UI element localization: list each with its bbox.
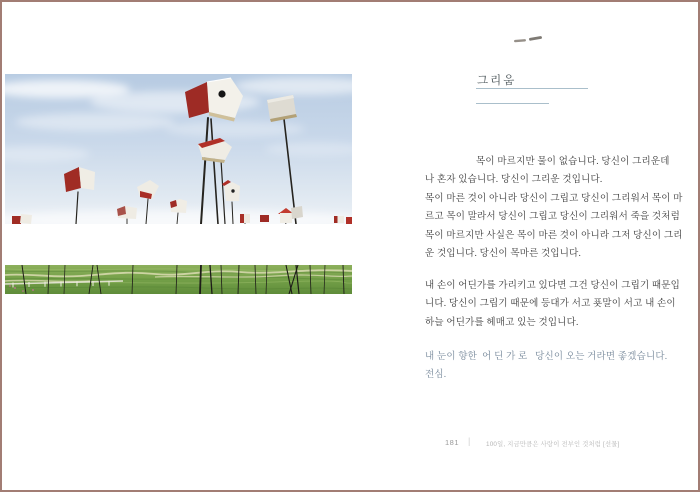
- poem-line: 운 것입니다. 당신이 목마른 것입니다.: [425, 249, 582, 260]
- birdhouse-photo-grass: [5, 265, 352, 294]
- poem-line: 르고 목이 말라서 당신이 그립고 당신이 그리워서 죽을 것처럼: [425, 212, 681, 223]
- footer-separator: |: [468, 436, 471, 446]
- page-number: 181: [445, 438, 460, 447]
- poem-title: 그리움: [477, 75, 517, 87]
- bird-motif-icon: [513, 35, 545, 45]
- poem-line: 목이 마르지만 사실은 목이 마른 것이 아니라 그저 당신이 그리: [425, 230, 683, 241]
- title-rule-short: [476, 103, 549, 104]
- chapter-title: 100일, 지금만큼은 사랑이 전부인 것처럼 [선물]: [486, 441, 620, 448]
- poem-line: 목이 마르지만 물이 없습니다. 당신이 그리운데: [476, 157, 670, 167]
- poem-line: 내 손이 어딘가를 가리키고 있다면 그건 당신이 그립기 때문입: [425, 281, 681, 291]
- poem-line: 내 눈이 향한 어 딘 가 로 당신이 오는 거라면 좋겠습니다.: [425, 352, 668, 362]
- title-rule: [476, 88, 588, 89]
- poem-line: 전심.: [425, 370, 447, 381]
- poem-line: 나 혼자 있습니다. 당신이 그리운 것입니다.: [425, 175, 603, 186]
- poem-line: 니다. 당신이 그립기 때문에 등대가 서고 푯말이 서고 내 손이: [425, 299, 676, 310]
- poem-line: 하늘 어딘가를 헤매고 있는 것입니다.: [425, 317, 579, 328]
- poem-paragraph-1: [425, 153, 683, 263]
- poem-line: 목이 마른 것이 아니라 당신이 그립고 당신이 그리워서 목이 마: [425, 193, 683, 204]
- poem-paragraph-2: [425, 277, 681, 332]
- poem-closing: [425, 348, 668, 385]
- birdhouse-photo-sky: [5, 74, 352, 224]
